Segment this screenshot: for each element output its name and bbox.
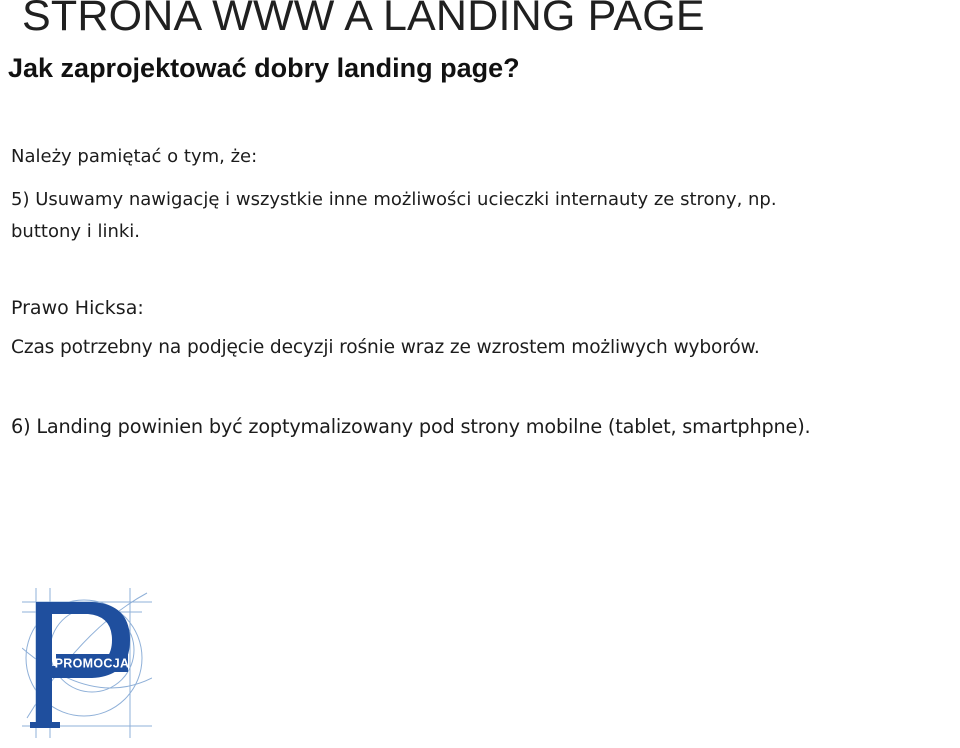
promocja-logo-graphic	[22, 588, 152, 738]
hicks-law-text: Czas potrzebny na podjęcie decyzji rośnie wraz ze wzrostem możliwych wyborów.	[11, 337, 760, 358]
slide-subtitle: Jak zaprojektować dobry landing page?	[8, 53, 520, 83]
point-5-line-2: buttony i linki.	[11, 221, 141, 242]
promocja-logo-icon	[22, 588, 152, 738]
point-5-line-1: 5) Usuwamy nawigację i wszystkie inne możliwości ucieczki internauty ze strony, np.	[11, 189, 777, 210]
logo-badge-text: PROMOCJA	[54, 656, 130, 671]
hicks-law-label: Prawo Hicksa:	[11, 297, 144, 319]
point-6: 6) Landing powinien być zoptymalizowany pod strony mobilne (tablet, smartphpne).	[11, 415, 811, 438]
point-5	[11, 184, 777, 248]
intro-text: Należy pamiętać o tym, że:	[11, 146, 258, 167]
slide-title: STRONA WWW A LANDING PAGE	[22, 0, 705, 40]
